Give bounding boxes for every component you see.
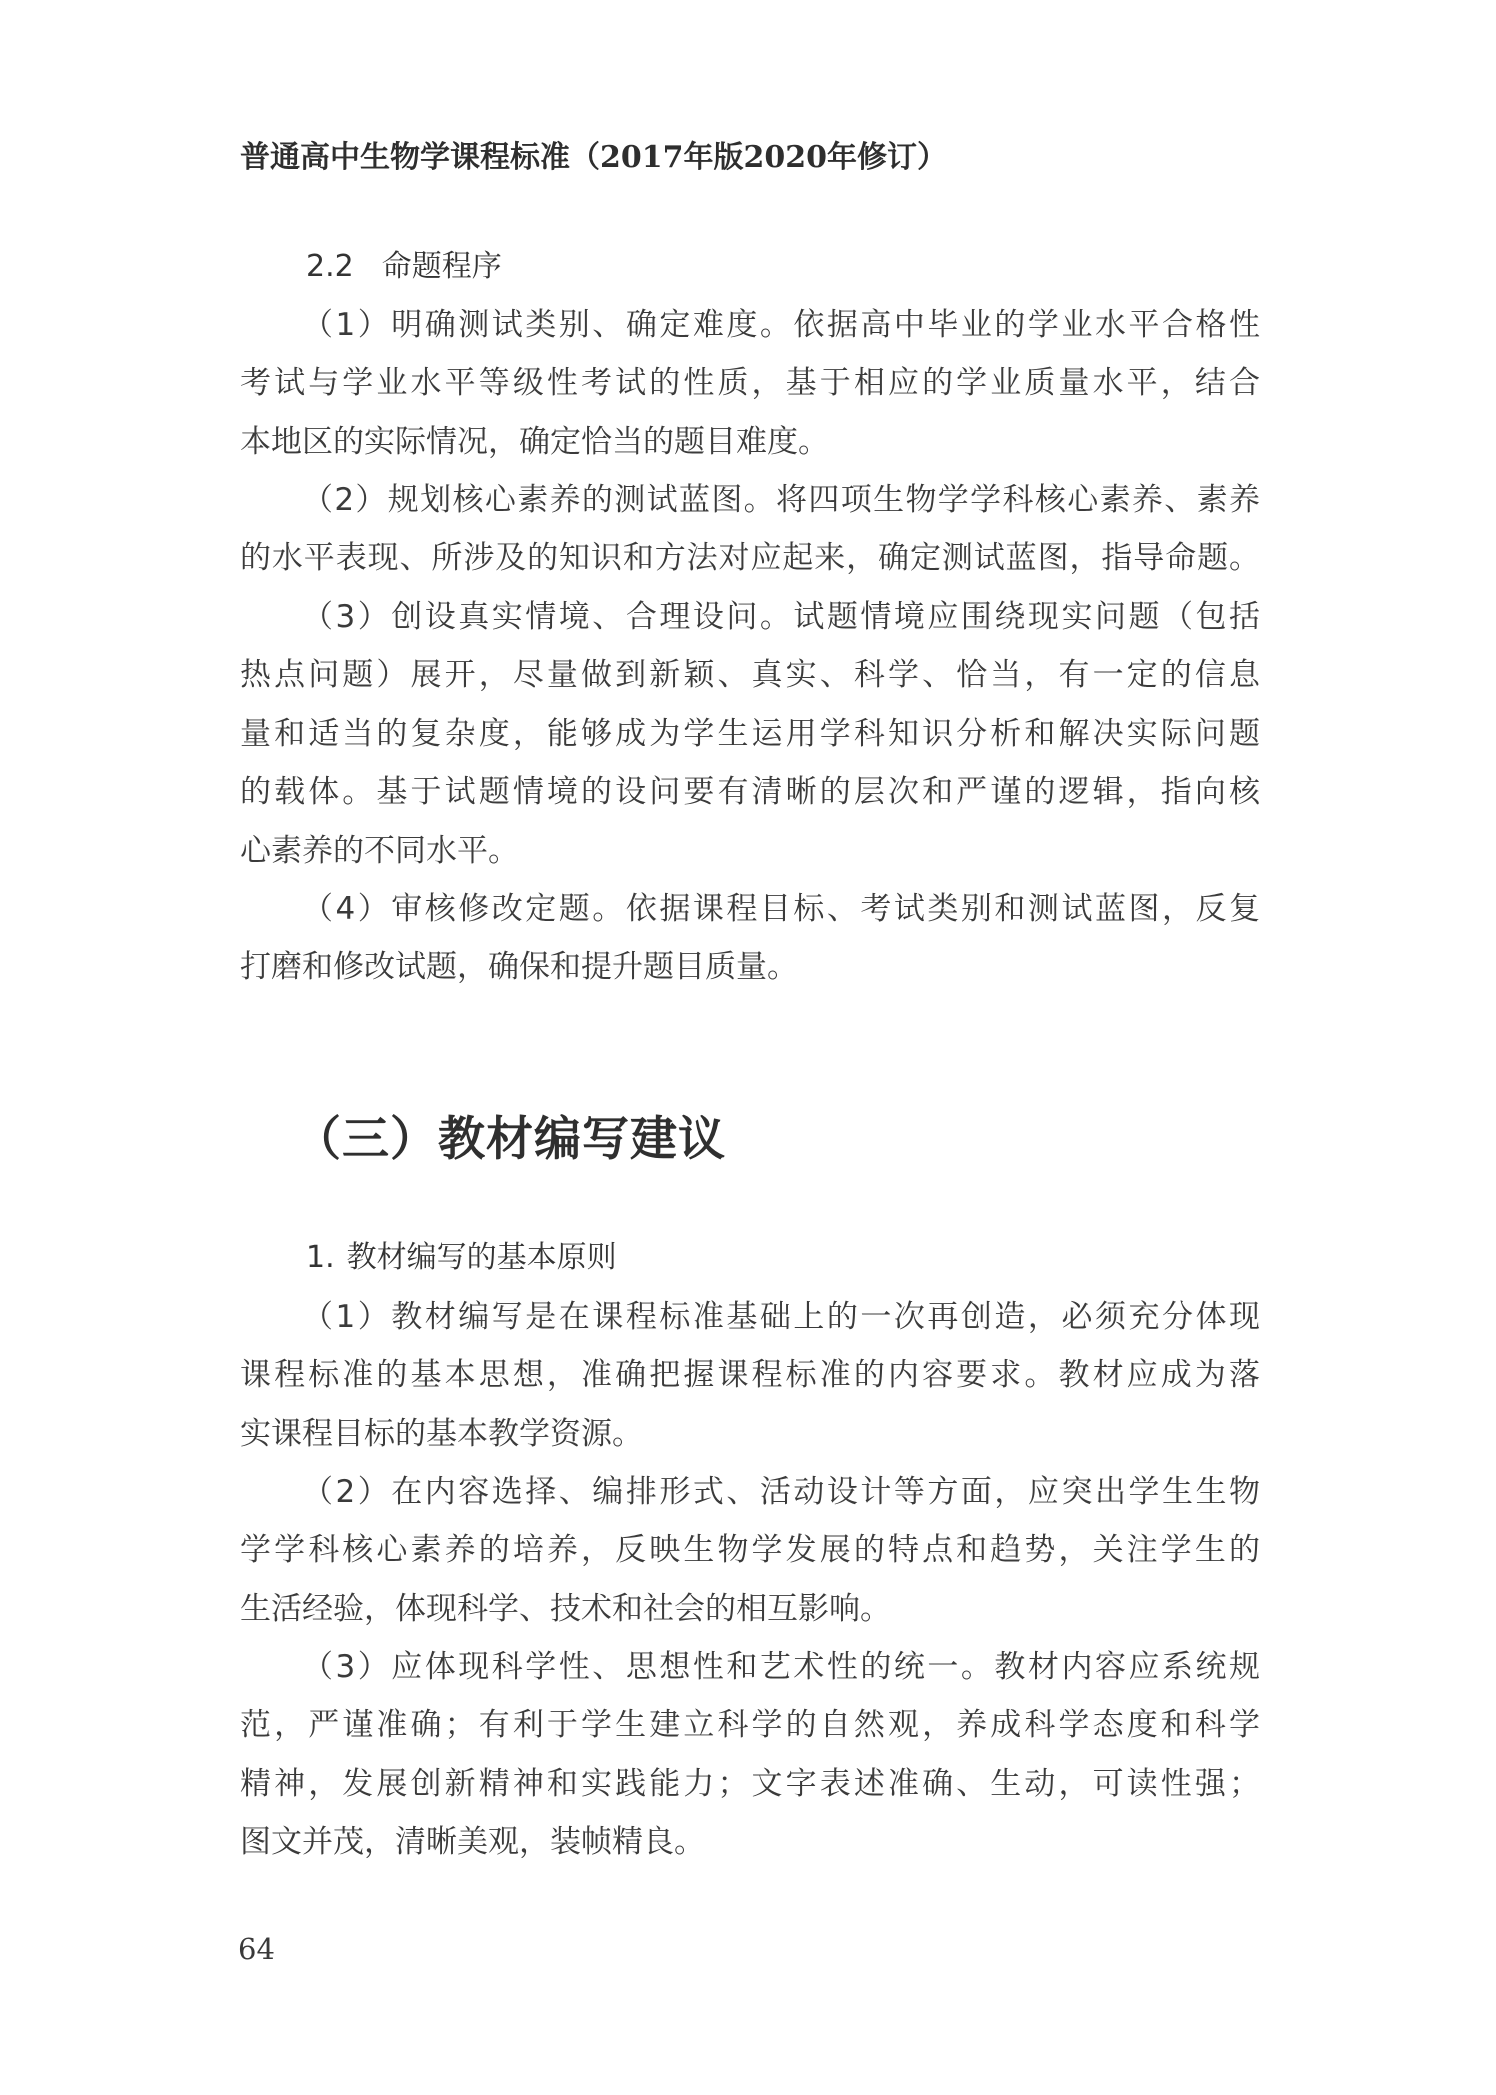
paragraph-line: （3）创设真实情境、合理设问。试题情境应围绕现实问题（包括 xyxy=(302,599,1260,635)
subsection-heading-1 xyxy=(306,1238,617,1278)
paragraph-line: （2）规划核心素养的测试蓝图。将四项生物学学科核心素养、素养 xyxy=(302,482,1260,518)
paragraph-line: 量和适当的复杂度，能够成为学生运用学科知识分析和解决实际问题 xyxy=(240,715,1260,752)
paragraph-line: 实课程目标的基本教学资源。 xyxy=(240,1415,643,1452)
subsection-title: 教材编写的基本原则 xyxy=(346,1240,617,1275)
paragraph-line: 课程标准的基本思想，准确把握课程标准的内容要求。教材应成为落 xyxy=(240,1357,1260,1394)
section-heading: （三）教材编写建议 xyxy=(294,1112,726,1167)
running-head: 普通高中生物学课程标准（2017年版2020年修订） xyxy=(240,140,947,175)
paragraph-1-2 xyxy=(240,1463,1260,1638)
paragraph-2-2-2 xyxy=(240,471,1260,588)
paragraph-line: 打磨和修改试题，确保和提升题目质量。 xyxy=(240,949,798,986)
paragraph-line: 心素养的不同水平。 xyxy=(240,832,519,869)
paragraph-line: 图文并茂，清晰美观，装帧精良。 xyxy=(240,1824,705,1861)
paragraph-line: 的水平表现、所涉及的知识和方法对应起来，确定测试蓝图，指导命题。 xyxy=(240,540,1260,577)
paragraph-line: 的载体。基于试题情境的设问要有清晰的层次和严谨的逻辑，指向核 xyxy=(240,774,1260,811)
subsection-number: 2.2 xyxy=(306,249,354,284)
paragraph-1-3 xyxy=(240,1638,1260,1872)
subsection-number: 1. xyxy=(306,1240,335,1275)
paragraph-2-2-1 xyxy=(240,296,1260,471)
paragraph-2-2-4 xyxy=(240,880,1260,997)
paragraph-line: 精神，发展创新精神和实践能力；文字表述准确、生动，可读性强； xyxy=(240,1765,1260,1802)
paragraph-line: （3）应体现科学性、思想性和艺术性的统一。教材内容应系统规 xyxy=(302,1649,1260,1685)
paragraph-line: （2）在内容选择、编排形式、活动设计等方面，应突出学生生物 xyxy=(302,1474,1260,1510)
paragraph-line: 本地区的实际情况，确定恰当的题目难度。 xyxy=(240,423,829,460)
paragraph-line: 学学科核心素养的培养，反映生物学发展的特点和趋势，关注学生的 xyxy=(240,1532,1260,1569)
paragraph-2-2-3 xyxy=(240,588,1260,880)
subsection-heading-2-2 xyxy=(306,247,502,287)
paragraph-line: 生活经验，体现科学、技术和社会的相互影响。 xyxy=(240,1590,891,1627)
paragraph-line: （1）教材编写是在课程标准基础上的一次再创造，必须充分体现 xyxy=(302,1299,1260,1335)
subsection-title: 命题程序 xyxy=(381,249,502,284)
page-number: 64 xyxy=(238,1932,275,1966)
paragraph-line: 范，严谨准确；有利于学生建立科学的自然观，养成科学态度和科学 xyxy=(240,1707,1260,1744)
paragraph-line: 考试与学业水平等级性考试的性质，基于相应的学业质量水平，结合 xyxy=(240,365,1260,402)
paragraph-line: （4）审核修改定题。依据课程目标、考试类别和测试蓝图，反复 xyxy=(302,891,1260,927)
paragraph-line: （1）明确测试类别、确定难度。依据高中毕业的学业水平合格性 xyxy=(302,307,1260,343)
paragraph-line: 热点问题）展开，尽量做到新颖、真实、科学、恰当，有一定的信息 xyxy=(240,657,1260,694)
paragraph-1-1 xyxy=(240,1288,1260,1463)
